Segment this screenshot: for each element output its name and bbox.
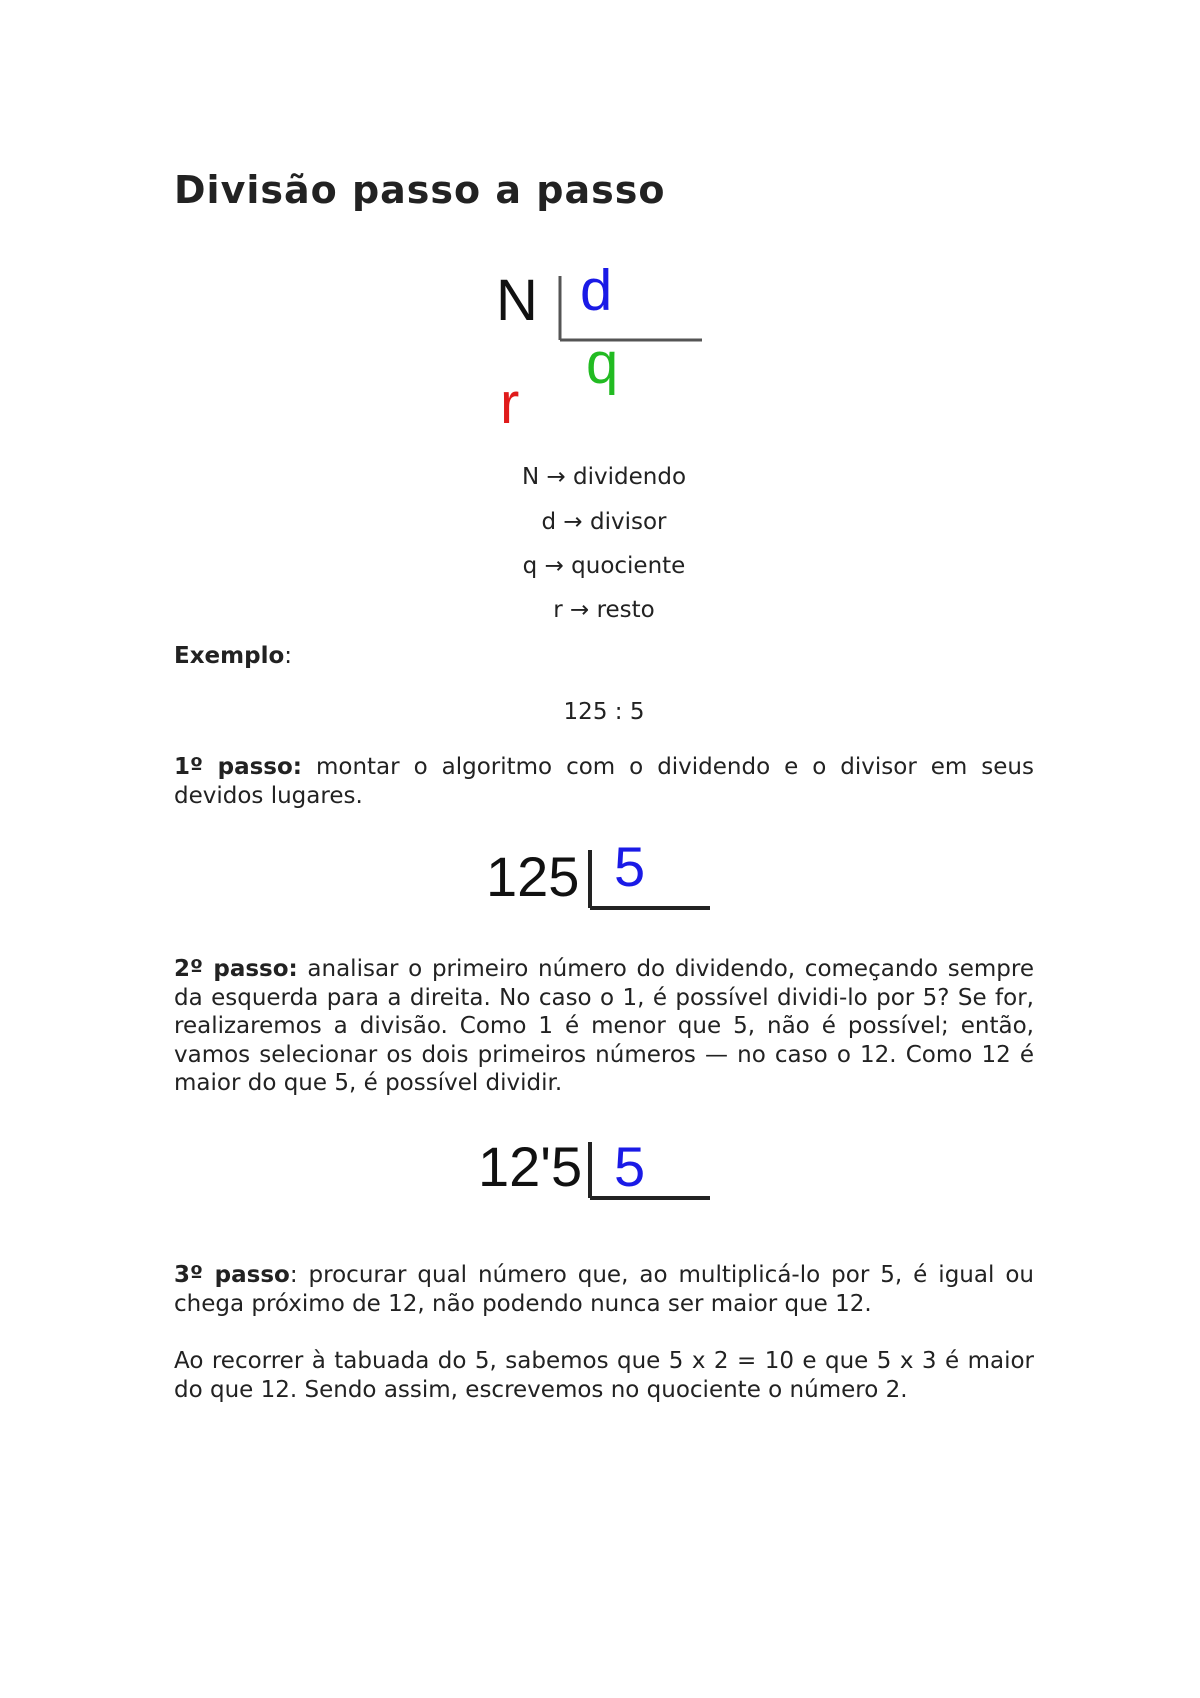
example-expression: 125 : 5 — [563, 699, 645, 725]
figure-2-dividend: 12'5 — [478, 1135, 583, 1198]
legend-quotient: q → quociente — [522, 553, 686, 579]
legend-dividend: N → dividendo — [521, 464, 687, 490]
legend-remainder: r → resto — [553, 597, 655, 623]
division-figure-2 — [476, 1128, 724, 1208]
step-2 — [174, 955, 1034, 1098]
scheme-divisor: d — [580, 268, 613, 323]
figure-2-divisor: 5 — [614, 1135, 646, 1198]
scheme-remainder: r — [500, 371, 520, 436]
page-title: Divisão passo a passo — [174, 168, 666, 212]
step-3 — [174, 1261, 1034, 1318]
example-heading — [174, 642, 1034, 671]
scheme-quotient: q — [586, 331, 619, 396]
figure-1-divisor: 5 — [614, 840, 646, 898]
scheme-dividend: N — [496, 268, 538, 333]
step-3-text: : procurar qual número que, ao multiplicá-lo por 5, é igual ou chega próximo de 12, não podendo nunca ser maior que 12. — [174, 1262, 1034, 1317]
step-1-text: montar o algoritmo com o dividendo e o divisor em seus devidos lugares. — [174, 754, 1034, 809]
legend-divisor: d → divisor — [541, 509, 667, 535]
step-2-text: analisar o primeiro número do dividendo, começando sempre da esquerda para a direita. No caso o 1, é possível dividi-lo por 5? Se for, realizaremos a divisão. Como 1 é menor que 5, não é possível; então, vamos selecionar os dois primeiros números — no caso o 12. Como 12 é maior do que 5, é possível dividir. — [174, 956, 1034, 1096]
example-colon: : — [284, 643, 293, 669]
step-2-label: 2º passo: — [174, 956, 298, 982]
step-3-label: 3º passo — [174, 1262, 290, 1288]
example-label: Exemplo — [174, 643, 285, 669]
figure-1-dividend: 125 — [486, 845, 580, 908]
division-scheme-diagram — [494, 268, 714, 438]
step-1 — [174, 753, 1034, 810]
step-3-note: Ao recorrer à tabuada do 5, sabemos que 5 x 2 = 10 e que 5 x 3 é maior do que 12. Sendo assim, escrevemos no quociente o número 2. — [174, 1348, 1034, 1403]
division-figure-1 — [484, 840, 724, 920]
step-1-label: 1º passo: — [174, 754, 303, 780]
